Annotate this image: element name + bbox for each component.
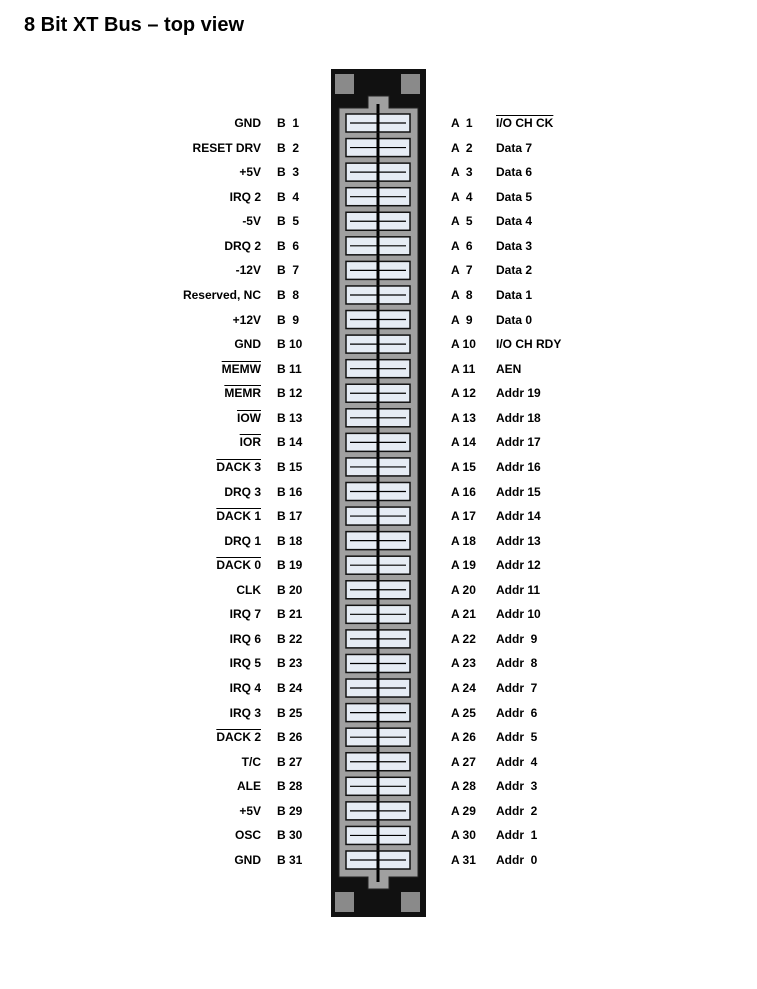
b-pin-number: B 3 xyxy=(277,165,300,180)
a-pin-number: A 1 xyxy=(451,116,473,130)
a-signal-label: I/O CH RDY xyxy=(496,337,562,352)
b-pin-number: B 9 xyxy=(277,312,300,327)
b-pin-number: B 11 xyxy=(277,361,302,376)
a-signal-label: Data 0 xyxy=(496,312,533,327)
a-pin-number: A 8 xyxy=(451,287,473,302)
a-signal-label: Addr 8 xyxy=(496,656,538,671)
b-signal-label: IRQ 4 xyxy=(229,681,261,696)
b-signal-label: DRQ 3 xyxy=(224,484,261,499)
a-signal-label: Addr 6 xyxy=(496,705,538,720)
a-pin-number: A 6 xyxy=(451,238,473,253)
b-pin-number: B 16 xyxy=(277,484,303,499)
a-pin-number: A 4 xyxy=(451,189,473,204)
corner-pad-top-right xyxy=(401,74,420,94)
a-pin-number: A 17 xyxy=(451,509,476,524)
b-signal-label: -12V xyxy=(235,263,261,278)
b-pin-number: B 6 xyxy=(277,238,300,253)
b-signal-label: DRQ 2 xyxy=(224,238,261,253)
b-pin-number: B 4 xyxy=(277,189,300,204)
b-pin-number: B 13 xyxy=(277,410,303,425)
b-pin-number: B 24 xyxy=(277,681,303,696)
a-pin-number: A 5 xyxy=(451,214,473,229)
b-signal-label: DRQ 1 xyxy=(224,533,261,548)
b-pin-number: B 23 xyxy=(277,656,303,671)
b-pin-number: B 20 xyxy=(277,582,303,597)
a-pin-number: A 29 xyxy=(451,803,476,818)
a-pin-number: A 31 xyxy=(451,853,476,867)
a-pin-number: A 13 xyxy=(451,410,476,425)
b-signal-label: -5V xyxy=(242,214,261,229)
a-signal-label: Addr 17 xyxy=(496,435,541,450)
b-signal-label: IRQ 5 xyxy=(229,656,261,671)
a-pin-number: A 20 xyxy=(451,582,476,597)
b-pin-number: B 10 xyxy=(277,337,303,352)
b-signal-label: IRQ 2 xyxy=(229,189,261,204)
a-pin-number: A 10 xyxy=(451,337,476,352)
b-pin-number: B 21 xyxy=(277,607,303,622)
a-pin-number: A 21 xyxy=(451,607,476,622)
a-pin-number: A 11 xyxy=(451,361,476,376)
b-signal-label: Reserved, NC xyxy=(182,287,261,302)
b-signal-label: MEMW xyxy=(221,361,261,376)
a-signal-label: AEN xyxy=(496,361,522,376)
a-pin-number: A 22 xyxy=(451,631,476,646)
corner-pad-bottom-right xyxy=(401,892,420,912)
a-signal-label: Data 7 xyxy=(496,140,533,155)
diagram-title: 8 Bit XT Bus – top view xyxy=(24,14,245,36)
b-signal-label: +12V xyxy=(232,312,261,327)
b-pin-number: B 15 xyxy=(277,459,303,474)
a-pin-number: A 30 xyxy=(451,828,476,843)
b-pin-number: B 29 xyxy=(277,803,303,818)
b-signal-label: GND xyxy=(234,853,261,867)
a-signal-label: Addr 2 xyxy=(496,803,538,818)
b-signal-label: ALE xyxy=(237,779,261,794)
b-pin-number: B 27 xyxy=(277,754,303,769)
b-signal-label: DACK 1 xyxy=(216,509,261,524)
a-signal-label: Addr 12 xyxy=(496,558,541,573)
b-signal-label: GND xyxy=(234,337,261,352)
b-signal-label: DACK 0 xyxy=(216,558,261,573)
a-pin-number: A 15 xyxy=(451,459,476,474)
b-signal-label: T/C xyxy=(241,754,261,769)
a-signal-label: I/O CH CK xyxy=(496,116,554,130)
b-pin-number: B 14 xyxy=(277,435,303,450)
b-pin-number: B 17 xyxy=(277,509,303,524)
b-pin-number: B 18 xyxy=(277,533,303,548)
a-signal-label: Addr 11 xyxy=(496,582,541,597)
a-signal-label: Data 3 xyxy=(496,238,533,253)
b-pin-number: B 1 xyxy=(277,116,300,130)
b-signal-label: +5V xyxy=(239,165,261,180)
b-pin-number: B 5 xyxy=(277,214,300,229)
a-signal-label: Addr 9 xyxy=(496,631,538,646)
a-pin-number: A 7 xyxy=(451,263,473,278)
b-signal-label: OSC xyxy=(234,828,261,843)
b-pin-number: B 30 xyxy=(277,828,303,843)
a-pin-number: A 18 xyxy=(451,533,476,548)
b-signal-label: IRQ 6 xyxy=(229,631,261,646)
b-signal-label: RESET DRV xyxy=(192,140,261,155)
b-signal-label: GND xyxy=(234,116,261,130)
a-signal-label: Addr 13 xyxy=(496,533,541,548)
b-pin-number: B 28 xyxy=(277,779,303,794)
b-pin-number: B 22 xyxy=(277,631,303,646)
b-pin-number: B 8 xyxy=(277,287,300,302)
b-signal-label: $\overline{IOW}$ xyxy=(237,410,261,425)
b-signal-label: IRQ 3 xyxy=(229,705,261,720)
b-pin-number: B 12 xyxy=(277,386,303,401)
b-signal-label: +5V xyxy=(239,803,261,818)
b-signal-label: DACK 3 xyxy=(216,459,261,474)
b-signal-label: $\overline{IOR}$ xyxy=(239,435,261,450)
a-pin-number: A 25 xyxy=(451,705,476,720)
a-signal-label: Addr 4 xyxy=(496,754,538,769)
corner-pad-top-left xyxy=(335,74,354,94)
a-pin-number: A 23 xyxy=(451,656,476,671)
a-pin-number: A 24 xyxy=(451,681,476,696)
a-signal-label: Data 6 xyxy=(496,165,533,180)
b-pin-number: B 2 xyxy=(277,140,300,155)
a-signal-label: Addr 1 xyxy=(496,828,538,843)
b-signal-label: IRQ 7 xyxy=(229,607,261,622)
a-pin-number: A 2 xyxy=(451,140,473,155)
a-signal-label: Data 2 xyxy=(496,263,533,278)
b-pin-number: B 26 xyxy=(277,730,303,745)
a-signal-label: Addr 7 xyxy=(496,681,538,696)
b-signal-label: DACK 2 xyxy=(216,730,261,745)
b-pin-number: B 7 xyxy=(277,263,300,278)
a-pin-number: A 28 xyxy=(451,779,476,794)
a-pin-number: A 27 xyxy=(451,754,476,769)
b-pin-number: B 25 xyxy=(277,705,303,720)
a-signal-label: Addr 19 xyxy=(496,386,541,401)
a-signal-label: Addr 5 xyxy=(496,730,538,745)
a-signal-label: Data 5 xyxy=(496,189,533,204)
a-pin-number: A 12 xyxy=(451,386,476,401)
b-pin-number: B 19 xyxy=(277,558,303,573)
a-pin-number: A 3 xyxy=(451,165,473,180)
a-signal-label: Addr 0 xyxy=(496,853,538,867)
a-signal-label: Addr 10 xyxy=(496,607,541,622)
a-signal-label: Addr 16 xyxy=(496,459,541,474)
a-signal-label: Data 4 xyxy=(496,214,533,229)
a-pin-number: A 14 xyxy=(451,435,476,450)
a-pin-number: A 16 xyxy=(451,484,476,499)
a-signal-label: Data 1 xyxy=(496,287,533,302)
a-signal-label: Addr 3 xyxy=(496,779,538,794)
b-pin-number: B 31 xyxy=(277,853,303,867)
a-pin-number: A 9 xyxy=(451,312,473,327)
a-signal-label: Addr 14 xyxy=(496,509,541,524)
b-signal-label: MEMR xyxy=(224,386,261,401)
corner-pad-bottom-left xyxy=(335,892,354,912)
a-signal-label: Addr 18 xyxy=(496,410,541,425)
b-signal-label: CLK xyxy=(236,582,261,597)
a-signal-label: Addr 15 xyxy=(496,484,541,499)
a-pin-number: A 19 xyxy=(451,558,476,573)
a-pin-number: A 26 xyxy=(451,730,476,745)
